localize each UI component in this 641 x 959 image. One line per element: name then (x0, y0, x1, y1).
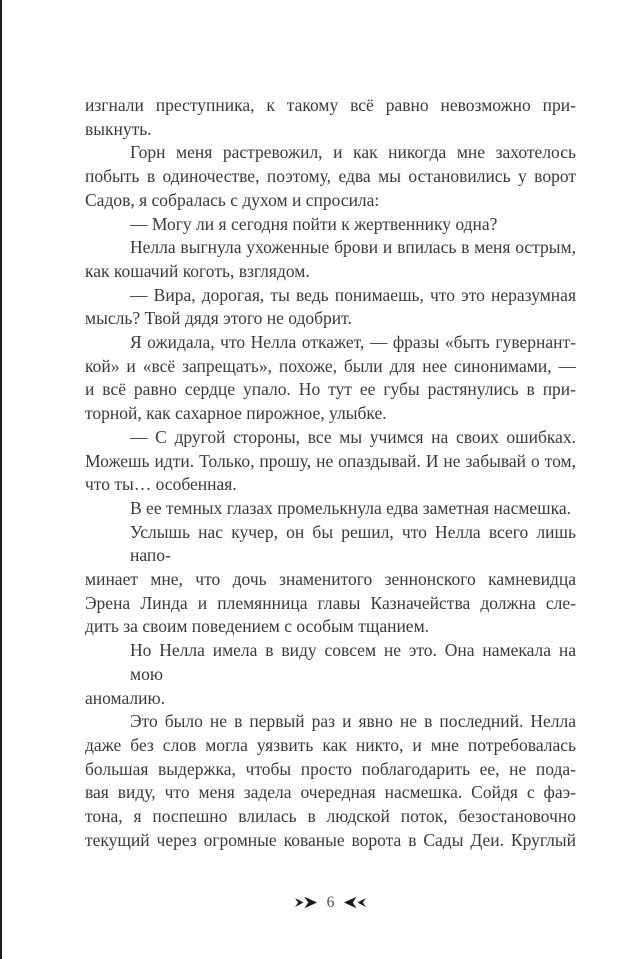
text-line: выкнуть. (85, 118, 152, 139)
paragraph (85, 426, 576, 497)
paragraph (85, 236, 576, 283)
text-line: текущий через огромные кованые ворота в Сады Деи. Круглый (85, 829, 576, 850)
text-line: Можешь идти. Только, прошу, не опаздывай. И не забывай о том, (85, 450, 576, 471)
paragraph (85, 521, 576, 640)
text-line: большая выдержка, чтобы просто поблагодарить ее, не пода- (85, 758, 576, 779)
arrow-left-ornament-icon (344, 896, 366, 909)
paragraph (85, 284, 576, 331)
text-line: — Могу ли я сегодня пойти к жертвеннику одна? (130, 213, 498, 234)
text-line: Горн меня растревожил, и как никогда мне захотелось (130, 142, 576, 163)
text-line: Услышь нас кучер, он бы решил, что Нелла всего лишь напо- (130, 521, 576, 566)
paragraph (85, 213, 576, 237)
text-line: побыть в одиночестве, поэтому, едва мы остановились у ворот (85, 166, 576, 187)
text-line: кой» и «всё запрещать», похоже, были для нее синонимами, — (85, 355, 576, 376)
text-line: Нелла выгнула ухоженные брови и впилась в меня острым, (130, 237, 576, 258)
page-text (85, 94, 576, 853)
text-line: минает мне, что дочь знаменитого зеннонского камневидца (85, 569, 576, 590)
text-line: даже без слов могла уязвить как никто, и мне потребовалась (85, 734, 576, 755)
text-line: Садов, я собралась с духом и спросила: (85, 189, 380, 210)
text-line: Но Нелла имела в виду совсем не это. Она намекала на мою (130, 640, 576, 684)
paragraph (85, 94, 576, 141)
text-line: и всё равно сердце упало. Но тут ее губы растянулись в при- (85, 379, 576, 400)
paragraph (85, 639, 576, 710)
paragraph (85, 710, 576, 852)
reader-page (2, 0, 641, 959)
text-line: торной, как сахарное пирожное, улыбке. (85, 403, 387, 424)
text-line: — С другой стороны, все мы учимся на своих ошибках. (130, 426, 576, 447)
page-footer (85, 895, 576, 911)
text-line: мысль? Твой дядя этого не одобрит. (85, 308, 352, 329)
page-number: 6 (326, 893, 335, 911)
text-line: дить за своим поведением с особым тщанием. (85, 616, 430, 637)
text-line: аномалию. (85, 687, 165, 708)
text-line: В ее темных глазах промелькнула едва заметная насмешка. (130, 497, 572, 518)
paragraph (85, 141, 576, 212)
text-line: — Вира, дорогая, ты ведь понимаешь, что это неразумная (130, 284, 576, 305)
text-line: что ты… особенная. (85, 474, 237, 495)
text-line: как кошачий коготь, взглядом. (85, 260, 310, 281)
text-line: Это было не в первый раз и явно не в последний. Нелла (130, 711, 576, 732)
text-line: вая виду, что меня задела очередная насмешка. Сойдя с фаэ- (85, 782, 576, 803)
text-line: Эрена Линда и племянница главы Казначейства должна сле- (85, 592, 576, 613)
paragraph (85, 331, 576, 426)
text-line: тона, я поспешно влилась в людской поток, безостановочно (85, 806, 576, 827)
arrow-right-ornament-icon (295, 896, 317, 909)
text-line: изгнали преступника, к такому всё равно невозможно при- (85, 95, 576, 115)
paragraph (85, 497, 576, 521)
text-line: Я ожидала, что Нелла откажет, — фразы «быть гувернант- (130, 332, 576, 353)
